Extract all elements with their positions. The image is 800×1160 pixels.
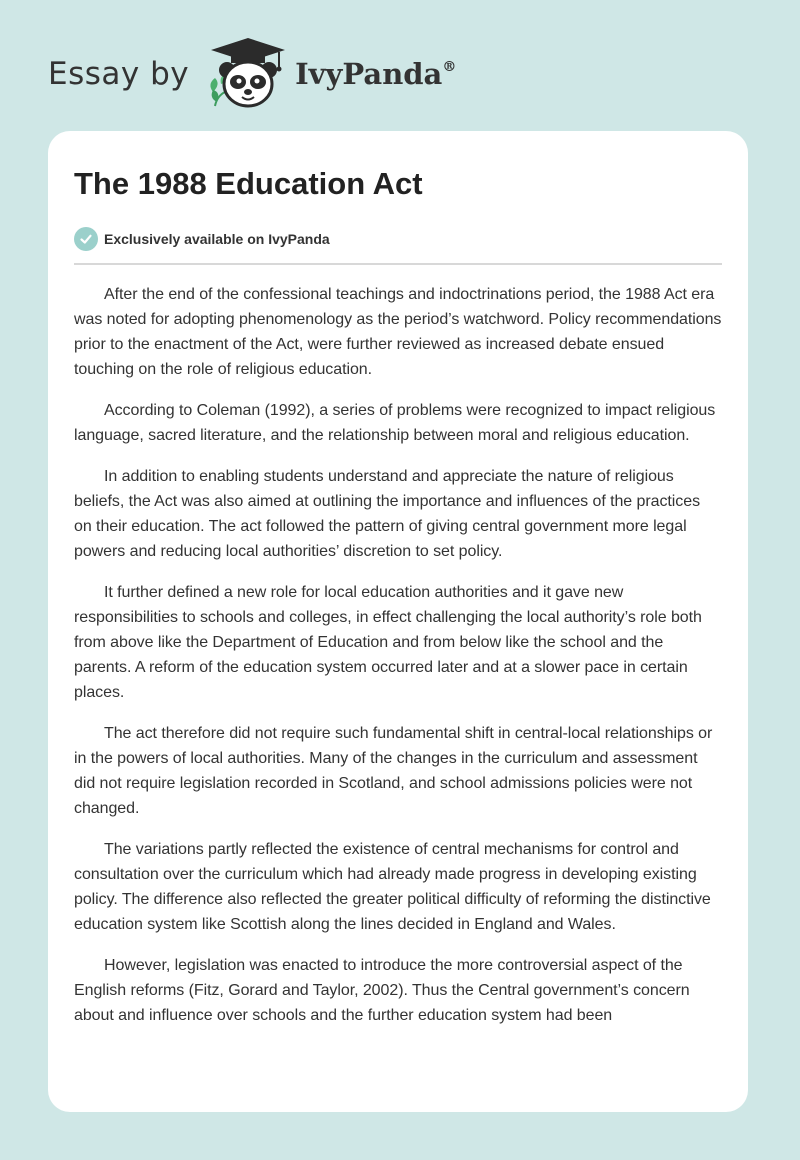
- paragraph: After the end of the confessional teachings and indoctrinations period, the 1988 Act era was noted for adopting phenomenology as the period’s watchword. Policy recommendations prior to the enactment of the Act, were further reviewed as increased debate ensued touching on the role of religious education.: [74, 286, 722, 378]
- panda-mascot-icon[interactable]: [205, 36, 291, 112]
- page-title: The 1988 Education Act: [74, 166, 423, 201]
- essay-card: [48, 131, 748, 1112]
- paragraph: The variations partly reflected the existence of central mechanisms for control and consultation over the curriculum which had already made progress in developing existing policy. The difference also reflected the greater political difficulty of reforming the distinctive education system like Scottish along the lines decided in England and Wales.: [74, 841, 711, 933]
- exclusive-badge-label: Exclusively available on IvyPanda: [104, 231, 330, 247]
- registered-mark: ®: [442, 59, 457, 75]
- paragraph: The act therefore did not require such fundamental shift in central-local relationships or in the powers of local authorities. Many of the changes in the curriculum and assessment did not require legislation recorded in Scotland, and school admissions policies were not changed.: [74, 725, 713, 817]
- paragraph: In addition to enabling students understand and appreciate the nature of religious beliefs, the Act was also aimed at outlining the importance and influences of the practices on their education. The act followed the pattern of giving central government more legal powers and reducing local authorities’ discretion to set policy.: [74, 468, 701, 560]
- divider: [74, 263, 722, 265]
- site-header: [48, 34, 456, 114]
- paragraph: However, legislation was enacted to introduce the more controversial aspect of the English reforms (Fitz, Gorard and Taylor, 2002). Thus the Central government’s concern about and influence over schools and the further education system had been: [74, 957, 690, 1024]
- paragraph: According to Coleman (1992), a series of problems were recognized to impact religious language, sacred literature, and the relationship between moral and religious education.: [74, 402, 716, 444]
- paragraph: It further defined a new role for local education authorities and it gave new responsibilities to schools and colleges, in effect challenging the local authority’s role both from above like the Department of Education and from below like the school and the parents. A reform of the education system occurred later and at a slower pace in certain places.: [74, 584, 702, 701]
- ivypanda-logo-text[interactable]: [295, 57, 456, 91]
- check-icon: [74, 227, 98, 251]
- essay-body: [74, 282, 722, 1028]
- brand-name: IvyPanda: [295, 57, 443, 91]
- essay-by-label: Essay by: [48, 56, 190, 92]
- exclusive-badge: [74, 227, 722, 251]
